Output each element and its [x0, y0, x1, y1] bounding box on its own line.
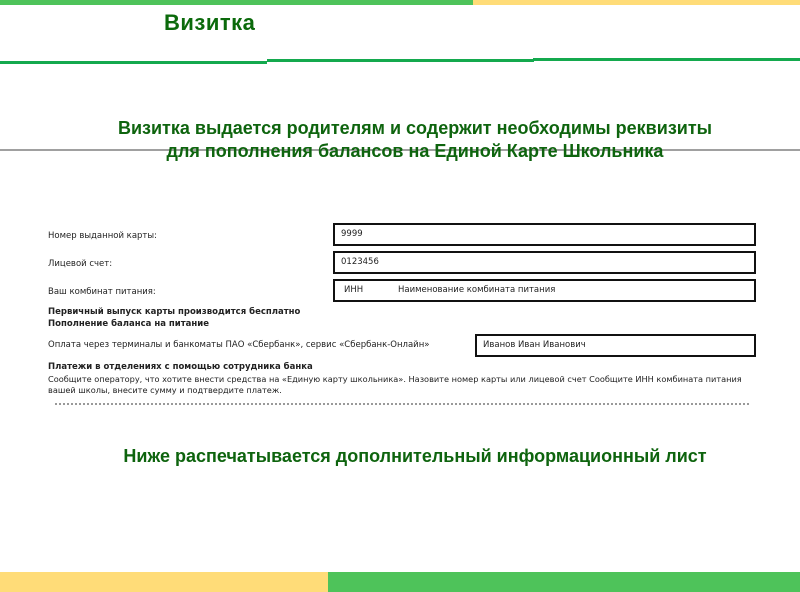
- bottom-yellow-bar: [0, 572, 328, 592]
- branch-text-2: вашей школы, внесите сумму и подтвердите платеж.: [48, 385, 282, 395]
- intro-line-2: для пополнения балансов на Единой Карте Школьника: [166, 141, 664, 161]
- title-rule-1: [0, 61, 267, 64]
- card-number-value: 9999: [341, 229, 363, 239]
- free-issue-text: Первичный выпуск карты производится бесплатно: [48, 307, 301, 317]
- account-label: Лицевой счет:: [48, 259, 113, 269]
- branch-heading: Платежи в отделениях с помощью сотрудника банка: [48, 362, 313, 372]
- top-green-bar: [0, 0, 473, 5]
- terminals-text: Оплата через терминалы и банкоматы ПАО «Сбербанк», сервис «Сбербанк-Онлайн»: [48, 340, 430, 350]
- footer-note: Ниже распечатывается дополнительный информационный лист: [123, 446, 707, 466]
- title-rule-3: [533, 58, 800, 61]
- topup-heading: Пополнение баланса на питание: [48, 319, 209, 329]
- holder-name: Иванов Иван Иванович: [483, 340, 586, 350]
- account-value: 0123456: [341, 257, 379, 267]
- card-number-field: [333, 223, 756, 246]
- holder-name-field: [475, 334, 756, 357]
- canteen-field: [333, 279, 756, 302]
- top-yellow-bar: [473, 0, 800, 5]
- dotted-cut-line: [55, 403, 749, 405]
- bottom-green-bar: [328, 572, 800, 592]
- canteen-name: Наименование комбината питания: [398, 285, 556, 295]
- slide-title: Визитка: [164, 10, 256, 35]
- canteen-label: Ваш комбинат питания:: [48, 287, 156, 297]
- intro-line-1: Визитка выдается родителям и содержит необходимы реквизиты: [117, 118, 713, 138]
- account-field: [333, 251, 756, 274]
- canteen-inn: ИНН: [344, 285, 364, 295]
- branch-text-1: Сообщите оператору, что хотите внести средства на «Единую карту школьника». Назовите номер карты или лицевой счет Сообщите ИНН комбината питания: [48, 374, 742, 384]
- card-number-label: Номер выданной карты:: [48, 231, 157, 241]
- title-rule-2: [267, 59, 534, 62]
